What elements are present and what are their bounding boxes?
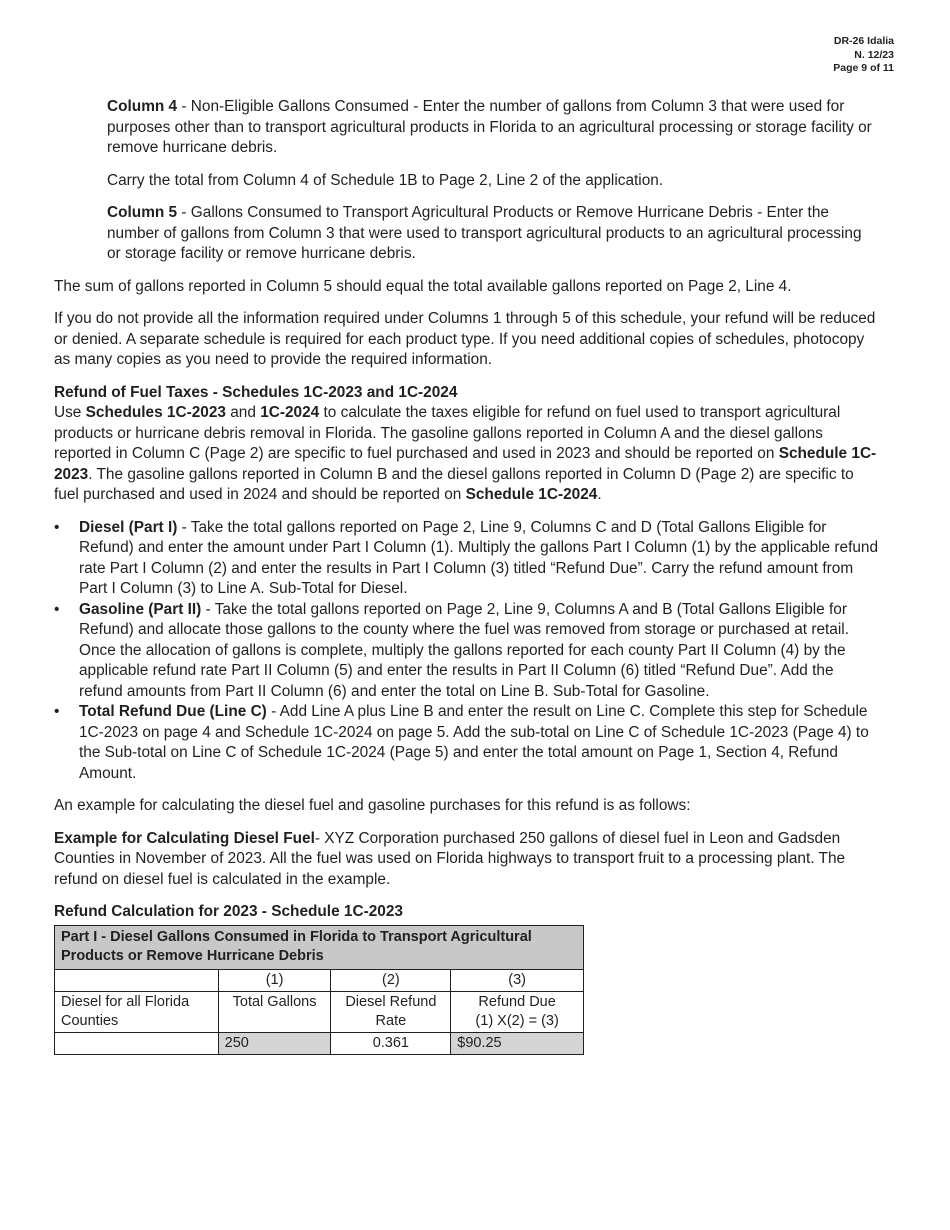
table-cell-empty xyxy=(55,969,219,991)
table-header-row xyxy=(55,925,584,969)
sum-paragraph: The sum of gallons reported in Column 5 should equal the total available gallons reported on Page 2, Line 4. xyxy=(54,277,792,295)
refund-calculation-table xyxy=(54,925,584,1055)
example-text: - XYZ Corporation purchased 250 gallons of diesel fuel in Leon and Gadsden Counties in November of 2023. All the fuel was used on Florida highways to transport fruit to a processing plant. The refund on diesel fuel is calculated in the example. xyxy=(54,829,846,888)
column-number-1: (1) xyxy=(218,969,331,991)
table-row xyxy=(55,991,584,1032)
list-item-text: - Add Line A plus Line B and enter the result on Line C. Complete this step for Schedule 1C-2023 on page 4 and Schedule 1C-2024 on page 5. Add the sub-total on Line C of Schedule 1C-2023 (Page 4) to the Sub-total on Line C of Schedule 1C-2024 (Page 5) and enter the total amount on Page 1, Section 4, Refund Amount. xyxy=(79,703,869,782)
column-number-3: (3) xyxy=(451,969,584,991)
refund-due-value: $90.25 xyxy=(451,1032,584,1054)
form-header xyxy=(833,35,894,76)
bullet-icon: • xyxy=(54,518,60,536)
table-row xyxy=(55,969,584,991)
list-item-total-refund xyxy=(54,702,879,784)
column-label-refund-rate: Diesel Refund Rate xyxy=(331,991,451,1032)
refund-section-paragraph xyxy=(54,403,879,506)
schedule-ref: Schedules 1C-2023 xyxy=(85,404,226,421)
refund-rate-value: 0.361 xyxy=(331,1032,451,1054)
list-item-text: - Take the total gallons reported on Page 2, Line 9, Columns A and B (Total Gallons Eligible for Refund) and allocate those gallons to the county where the fuel was removed from storage or purchased at retail. Once the allocation of gallons is complete, multiply the gallons reported for each county Part II Column (4) by the applicable refund rate Part II Column (5) and enter the results in Part II Column (6) titled “Refund Due”. Add the refund amounts from Part II Column (6) and enter the total on Line B. Sub-Total for Gasoline. xyxy=(79,600,849,700)
page-number: Page 9 of 11 xyxy=(833,62,894,74)
table-title: Refund Calculation for 2023 - Schedule 1C-2023 xyxy=(54,903,403,920)
column-formula: (1) X(2) = (3) xyxy=(475,1012,559,1029)
text-run: Use xyxy=(54,404,86,421)
form-revision: N. 12/23 xyxy=(854,48,894,61)
text-run: . The gasoline gallons reported in Column B and the diesel gallons reported in Column D (Page 2) are specific to fuel purchased and used in 2024 and should be reported on xyxy=(54,465,854,503)
total-gallons-value: 250 xyxy=(218,1032,331,1054)
page-content xyxy=(54,97,879,1055)
list-item-label: Diesel (Part I) xyxy=(79,518,178,536)
text-run: to calculate the taxes eligible for refund on fuel used to transport agricultural products or hurricane debris removal in Florida. The gasoline gallons reported in Column A and the diesel gallons reported in Column C (Page 2) are specific to fuel purchased and used in 2023 and should be reported on xyxy=(54,404,841,462)
part-i-header: Part I - Diesel Gallons Consumed in Florida to Transport Agricultural Products or Remove Hurricane Debris xyxy=(55,925,584,969)
column-label-refund-due xyxy=(451,991,584,1032)
column-number-2: (2) xyxy=(331,969,451,991)
example-label: Example for Calculating Diesel Fuel xyxy=(54,829,315,847)
refund-section-heading: Refund of Fuel Taxes - Schedules 1C-2023 and 1C-2024 xyxy=(54,383,458,401)
column-4-paragraph xyxy=(107,97,879,159)
row-label: Diesel for all Florida Counties xyxy=(55,991,219,1032)
list-item-gasoline xyxy=(54,600,879,703)
text-run: . xyxy=(597,486,602,503)
table-row xyxy=(55,1032,584,1054)
column-label-total-gallons: Total Gallons xyxy=(218,991,331,1032)
schedule-ref: Schedule 1C-2024 xyxy=(465,486,598,503)
column-5-label: Column 5 xyxy=(107,204,178,221)
list-item-label: Total Refund Due (Line C) xyxy=(79,703,267,720)
info-paragraph: If you do not provide all the information required under Columns 1 through 5 of this schedule, your refund will be reduced or denied. A separate schedule is required for each product type. If you need additional copies of schedules, photocopy as many copies as you need to provide the required information. xyxy=(54,310,876,368)
text-run: and xyxy=(225,404,261,421)
column-4-label: Column 4 xyxy=(107,98,178,115)
carry-total-paragraph: Carry the total from Column 4 of Schedule 1B to Page 2, Line 2 of the application. xyxy=(107,171,664,189)
column-5-paragraph xyxy=(107,203,879,265)
list-item-label: Gasoline (Part II) xyxy=(79,600,202,618)
column-5-text: - Gallons Consumed to Transport Agricultural Products or Remove Hurricane Debris - Enter the number of gallons from Column 3 that were used to transport agricultural products to an agricultural processing or storage facility or remove hurricane debris. xyxy=(107,204,862,262)
bullet-icon: • xyxy=(54,703,60,720)
table-cell-empty xyxy=(55,1032,219,1054)
form-id: DR-26 Idalia xyxy=(833,35,894,47)
schedule-ref: Schedule 1C-2023 xyxy=(54,445,877,483)
instruction-list xyxy=(54,518,879,785)
example-paragraph xyxy=(54,829,879,891)
schedule-ref: 1C-2024 xyxy=(260,404,320,421)
column-4-text: - Non-Eligible Gallons Consumed - Enter the number of gallons from Column 3 that were used for purposes other than to transport agricultural products in Florida to an agricultural processing or storage facility or remove hurricane debris. xyxy=(107,98,872,156)
list-item-diesel xyxy=(54,518,879,600)
list-item-text: - Take the total gallons reported on Page 2, Line 9, Columns C and D (Total Gallons Eligible for Refund) and enter the amount under Part I Column (1). Multiply the gallons Part I Column (1) by the applicable refund rate Part I Column (2) and enter the results in Part I Column (3) titled “Refund Due”. Carry the refund amount from Part I Column (3) to Line A. Sub-Total for Diesel. xyxy=(79,518,879,597)
column-label-text: Refund Due xyxy=(478,993,556,1010)
bullet-icon: • xyxy=(54,600,60,618)
example-intro: An example for calculating the diesel fuel and gasoline purchases for this refund is as follows: xyxy=(54,797,691,814)
